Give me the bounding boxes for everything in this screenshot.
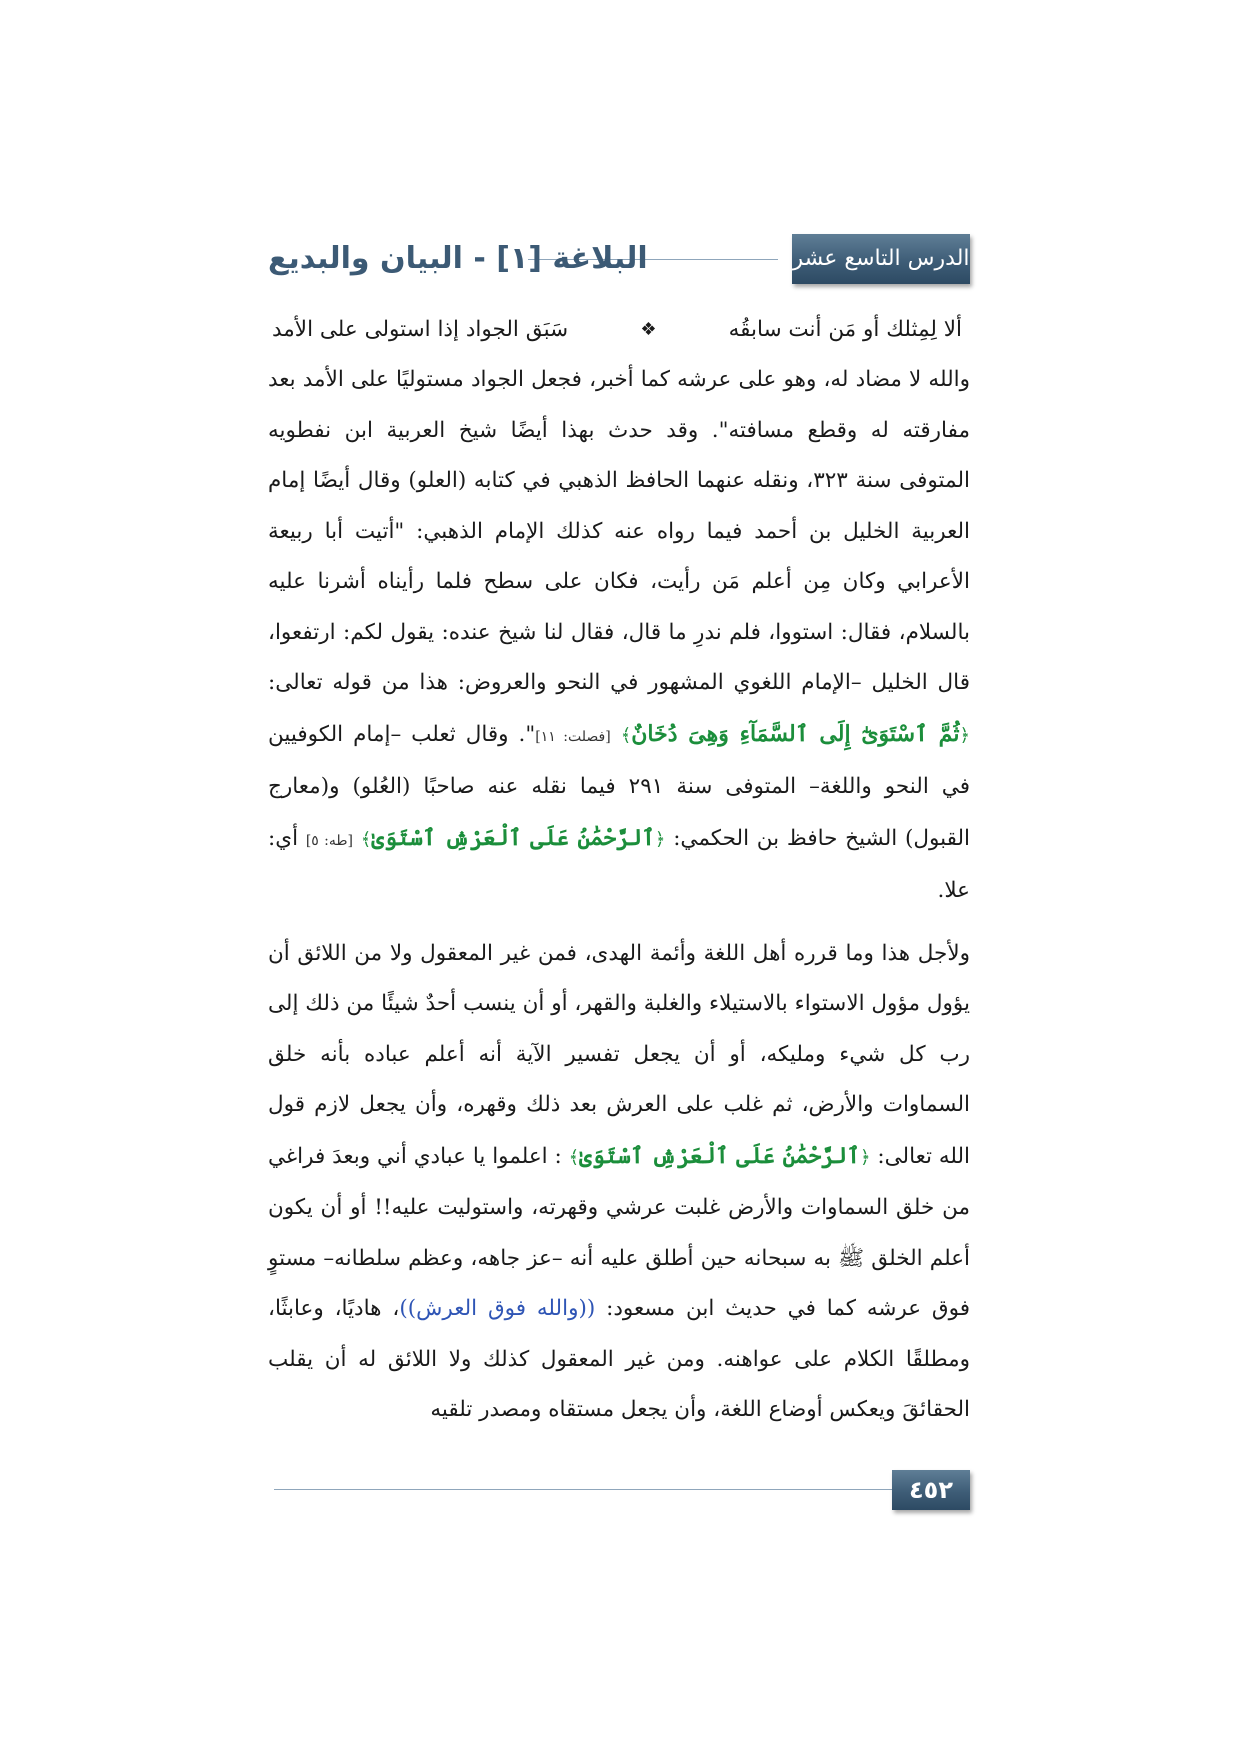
page-content bbox=[268, 305, 970, 1436]
page-header bbox=[268, 232, 970, 286]
quran-verse-fussilat: ثُمَّ ٱسْتَوَىٰٓ إِلَى ٱلسَّمَآءِ وَهِىَ دُخَانٌ bbox=[631, 720, 960, 747]
quran-verse-taha-2: ٱلرَّحْمَٰنُ عَلَى ٱلْعَرْشِ ٱسْتَوَىٰ bbox=[579, 1142, 860, 1169]
paragraph-2 bbox=[268, 929, 970, 1436]
paragraph-1-text-c: أي: علا. bbox=[268, 825, 970, 903]
quran-open-bracket: ﴿ bbox=[654, 828, 666, 850]
verse-reference-taha: [طه: ٥] bbox=[305, 832, 354, 849]
quran-close-bracket: ﴾ bbox=[568, 1146, 580, 1168]
page-number: ٤٥٢ bbox=[892, 1470, 970, 1510]
lesson-label: الدرس التاسع عشر bbox=[792, 234, 970, 284]
paragraph-1-text-b: ". وقال ثعلب –إمام الكوفيين في النحو واللغة– المتوفى سنة ٢٩١ فيما نقله عنه صاحبًا (العُلو) و(معارج القبول) الشيخ حافظ بن الحكمي: bbox=[268, 721, 971, 851]
book-title: البلاغة [١] - البيان والبديع bbox=[268, 241, 648, 276]
paragraph-1 bbox=[268, 355, 970, 917]
quran-open-bracket: ﴿ bbox=[859, 1146, 871, 1168]
paragraph-2-text-b: : اعلموا يا عبادي أني وبعدَ فراغي من خلق السماوات والأرض غلبت عرشي وقهرته، واستوليت عليه!! أو أن يكون أعلم الخلق ﷺ به سبحانه حين أطلق عليه أنه –عز جاهه، وعظم سلطانه– مستوٍ فوق عرشه كما في حديث ابن مسعود: bbox=[268, 1143, 970, 1321]
quran-open-bracket: ﴿ bbox=[959, 724, 970, 746]
quran-verse-taha: ٱلرَّحْمَٰنُ عَلَى ٱلْعَرْشِ ٱسْتَوَىٰ bbox=[371, 824, 655, 851]
hadith-quote: ((والله فوق العرش)) bbox=[399, 1296, 596, 1321]
poetry-verse bbox=[268, 305, 970, 355]
verse-left-hemistich: سَبَق الجواد إذا استولى على الأمد bbox=[272, 316, 569, 342]
paragraph-2-text-a: ولأجل هذا وما قرره أهل اللغة وأئمة الهدى، فمن غير المعقول ولا من اللائق أن يؤول مؤول الاستواء بالاستيلاء والغلبة والقهر، أو أن ينسب أحدٌ شيئًا من ذلك إلى رب كل شيء ومليكه، أو أن يجعل تفسير الآية أنه أعلم عباده بأنه خلق السماوات والأرض، ثم غلب على العرش بعد ذلك وقهره، وأن يجعل لازم قول الله تعالى: bbox=[268, 940, 971, 1169]
footer-divider bbox=[274, 1489, 904, 1490]
paragraph-2-text-c: ، هاديًا، وعابثًا، ومطلقًا الكلام على عواهنه. ومن غير المعقول كذلك ولا اللائق له أن يقلب الحقائقَ ويعكس أوضاع اللغة، وأن يجعل مستقاه ومصدر تلقيه bbox=[268, 1296, 970, 1422]
quran-close-bracket: ﴾ bbox=[620, 724, 632, 746]
verse-separator-icon: ❖ bbox=[640, 318, 657, 340]
verse-right-hemistich: ألا لِمِثلك أو مَن أنت سابقُه bbox=[728, 316, 962, 342]
quran-close-bracket: ﴾ bbox=[360, 828, 372, 850]
paragraph-1-text-a: والله لا مضاد له، وهو على عرشه كما أخبر، فجعل الجواد مستوليًا على الأمد بعد مفارقته له وقطع مسافته". وقد حدث بهذا أيضًا شيخ العربية ابن نفطويه المتوفى سنة ٣٢٣، ونقله عنهما الحافظ الذهبي في كتابه (العلو) وقال أيضًا إمام العربية الخليل بن أحمد فيما رواه عنه كذلك الإمام الذهبي: "أتيت أبا ربيعة الأعرابي وكان مِن أعلم مَن رأيت، فكان على سطح فلما رأيناه أشرنا عليه بالسلام، فقال: استووا، فلم ندرِ ما قال، فقال لنا شيخ عنده: يقول لكم: ارتفعوا، قال الخليل –الإمام اللغوي المشهور في النحو والعروض: هذا من قوله تعالى: bbox=[268, 367, 970, 695]
verse-reference-fussilat: [فصلت: ١١] bbox=[535, 728, 611, 745]
